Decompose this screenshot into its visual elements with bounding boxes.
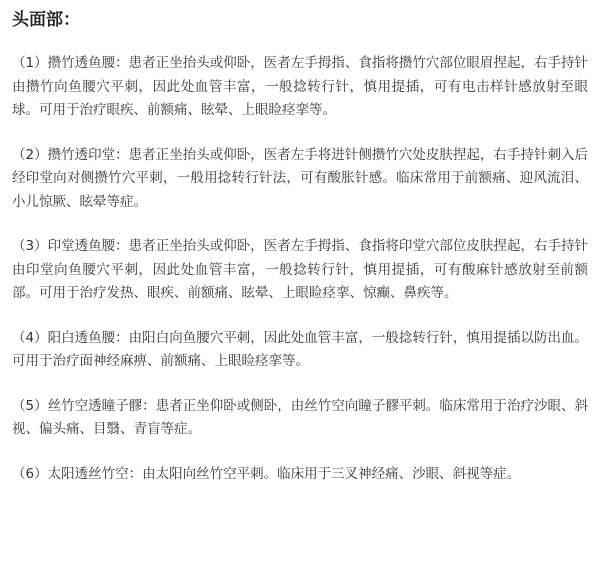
- paragraph-4: （4）阳白透鱼腰：由阳白向鱼腰穴平刺，因此处血管丰富，一般捻转行针，慎用提插以防出血。可用于治疗面神经麻痹、前额痛、上眼睑痉挛等。: [12, 329, 588, 369]
- paragraph-1: （1）攒竹透鱼腰：患者正坐抬头或仰卧，医者左手拇指、食指将攒竹穴部位眼眉捏起，右手持针由攒竹向鱼腰穴平刺，因此处血管丰富，一般捻转行针，慎用提插，可有电击样针感放射至眼球。可用于治疗眼疾、前额痛、眩晕、上眼睑痉挛等。: [12, 55, 588, 118]
- paragraph-3: （3）印堂透鱼腰：患者正坐抬头或仰卧，医者左手拇指、食指将印堂穴部位皮肤捏起，右手持针由印堂向鱼腰穴平刺，因此处血管丰富，一般捻转行针，慎用提插，可有酸麻针感放射至前额部。可用于治疗发热、眼疾、前额痛、眩晕、上眼睑痉挛、惊癫、鼻疾等。: [12, 238, 588, 301]
- paragraph-6: （6）太阳透丝竹空：由太阳向丝竹空平刺。临床用于三叉神经痛、沙眼、斜视等症。: [12, 465, 521, 482]
- section-title: 头面部：: [12, 10, 80, 30]
- paragraph-2: （2）攒竹透印堂：患者正坐抬头或仰卧，医者左手将进针侧攒竹穴处皮肤捏起，右手持针刺入后经印堂向对侧攒竹穴平刺，一般用捻转行针法，可有酸胀针感。临床常用于前额痛、迎风流泪、小儿惊厥、眩晕等症。: [12, 146, 588, 210]
- paragraph-5: （5）丝竹空透瞳子髎：患者正坐仰卧或侧卧，由丝竹空向瞳子髎平刺。临床常用于治疗沙眼、斜视、偏头痛、目翳、青盲等症。: [12, 397, 588, 437]
